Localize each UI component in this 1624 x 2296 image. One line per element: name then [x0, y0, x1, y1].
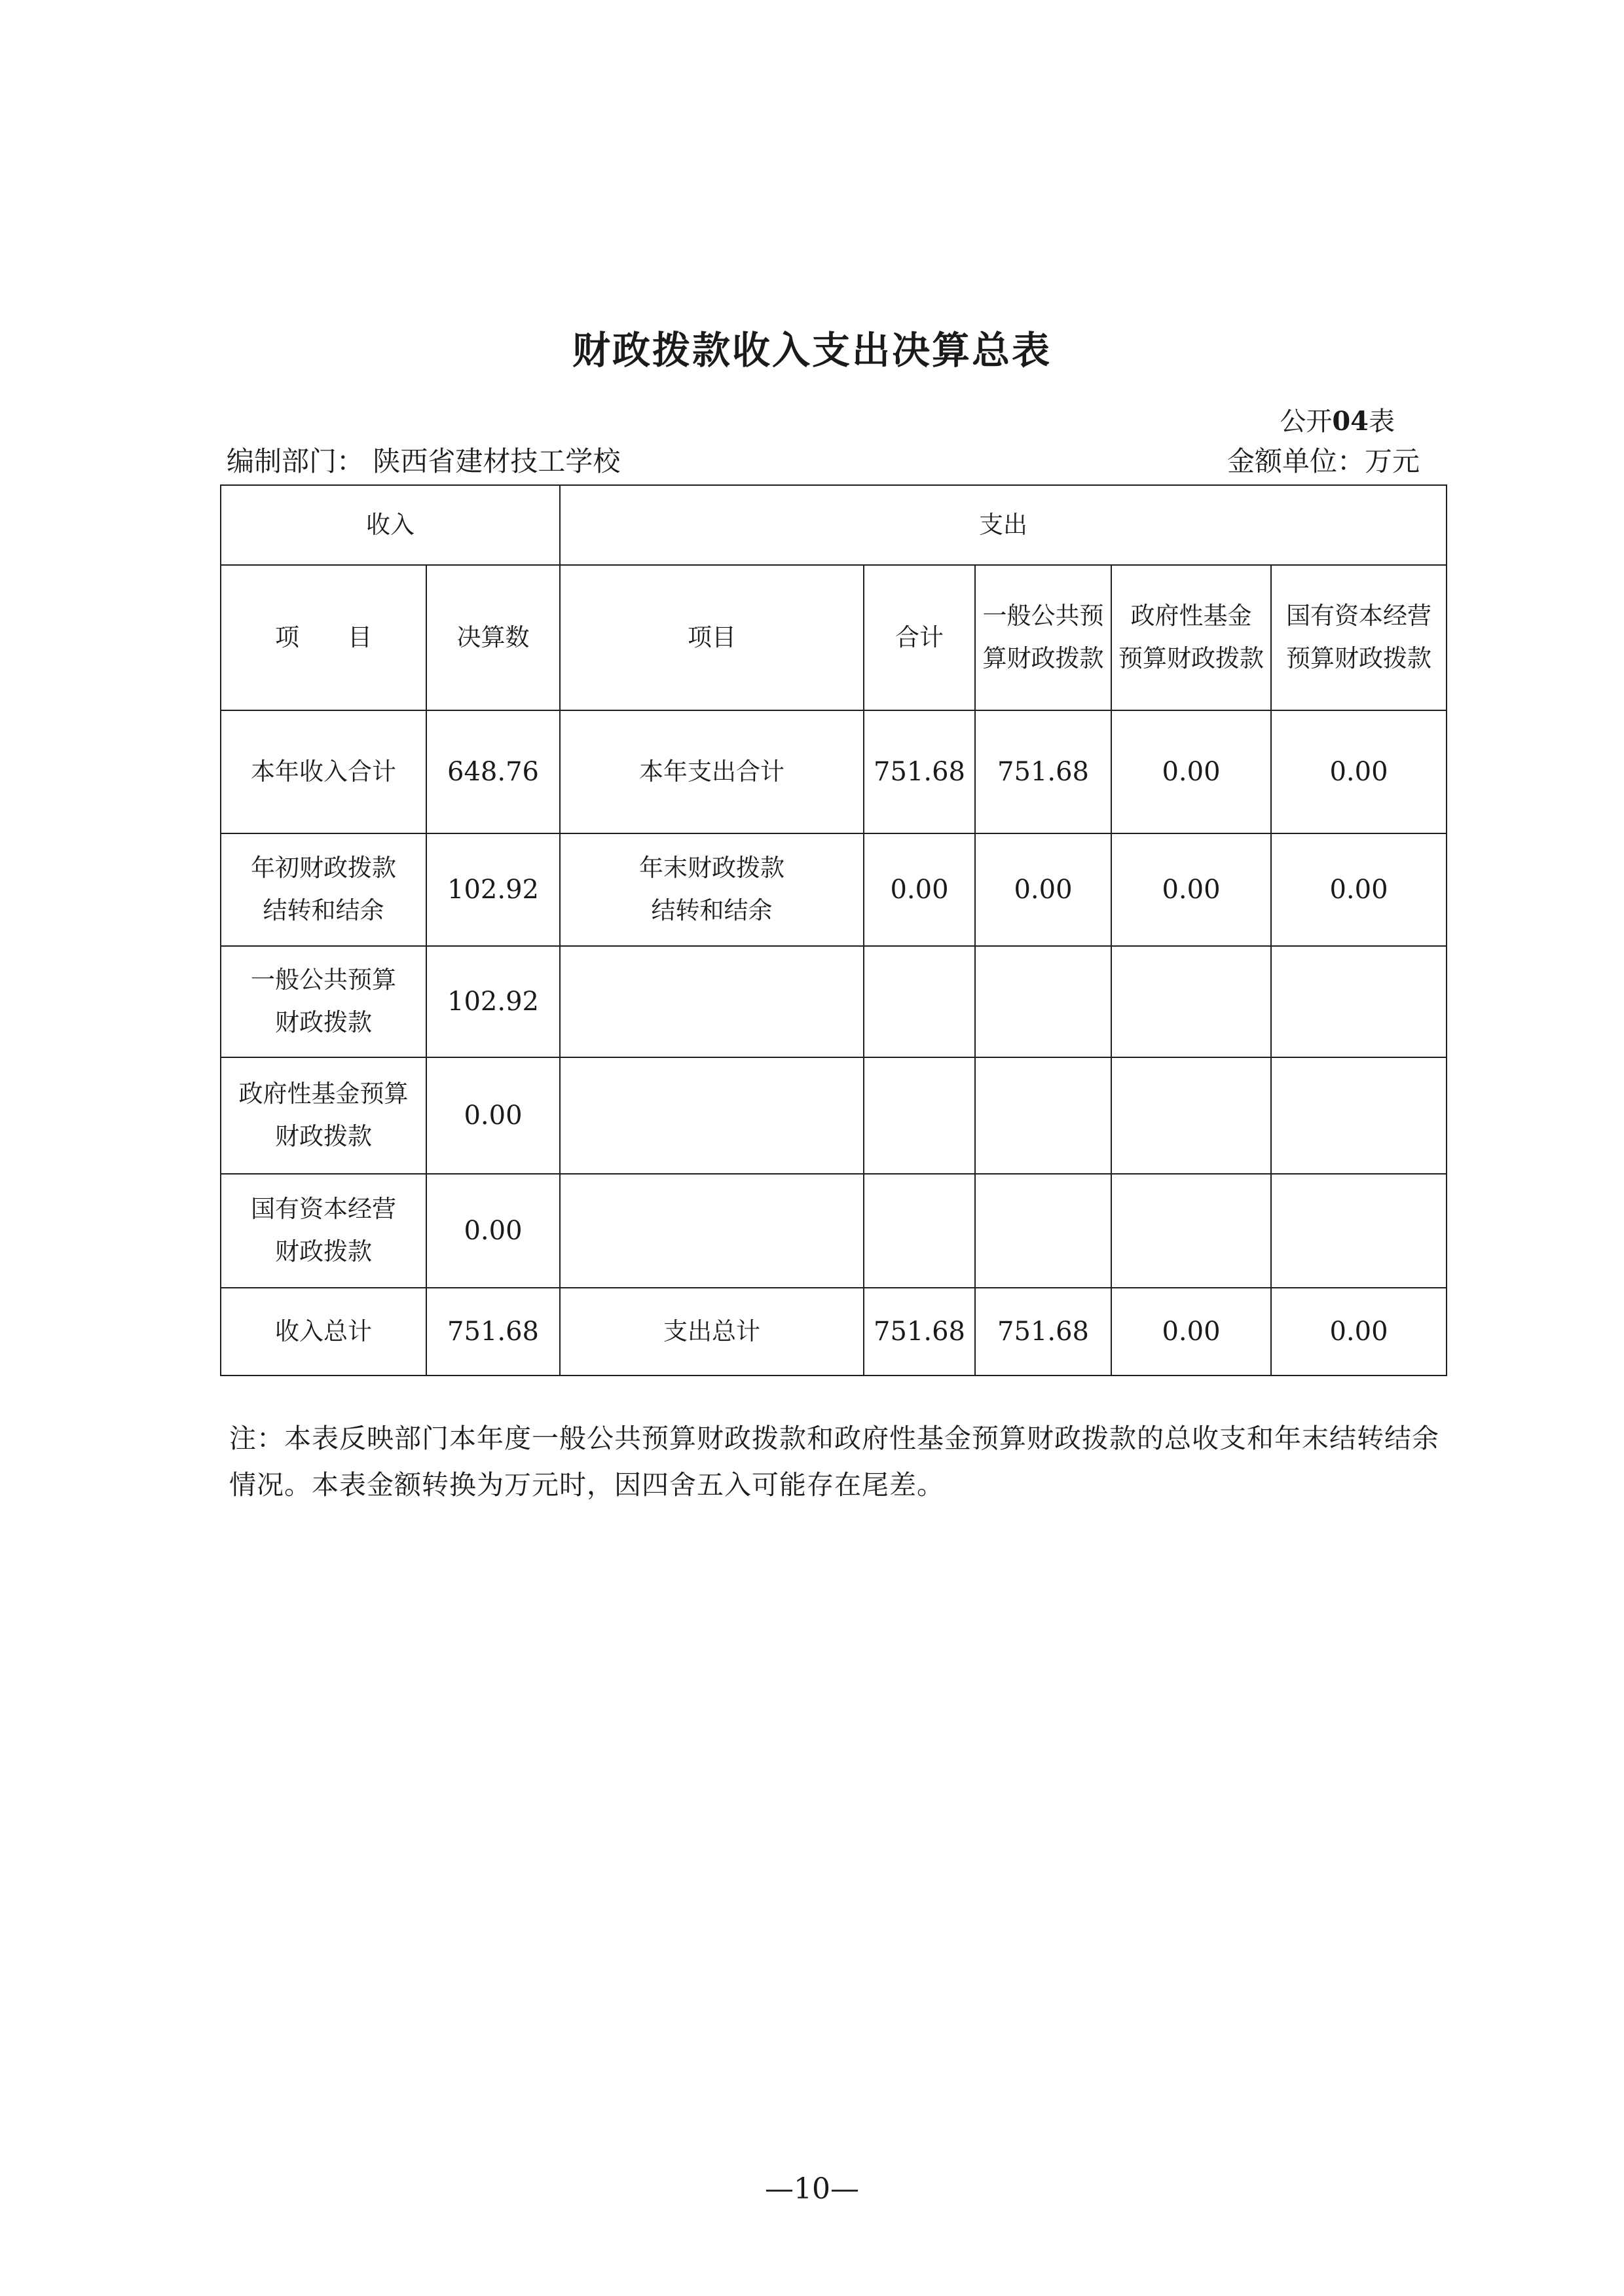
- income-item-cell-line: 结转和结余: [263, 896, 384, 924]
- total-cell: [864, 946, 975, 1057]
- table-code-suffix: 表: [1369, 407, 1395, 437]
- table-row: [221, 1174, 1447, 1288]
- expense-item-cell: [560, 1288, 864, 1376]
- budget-table: [220, 484, 1447, 1376]
- header-row-groups: [221, 485, 1447, 565]
- income-value-cell: 0.00: [426, 1057, 560, 1174]
- government-fund-header: [1111, 565, 1271, 710]
- income-value-cell: 648.76: [426, 710, 560, 833]
- expense-header: 支出: [560, 485, 1447, 565]
- income-item-cell-line: 本年收入合计: [251, 757, 396, 786]
- general-public-cell: 0.00: [975, 833, 1111, 946]
- state-capital-cell: [1271, 1174, 1447, 1288]
- total-cell: [864, 1057, 975, 1174]
- income-value-cell: 751.68: [426, 1288, 560, 1376]
- page-title: 财政拨款收入支出决算总表: [572, 328, 1052, 373]
- table-code-prefix: 公开: [1280, 407, 1333, 437]
- income-item-cell: [221, 710, 426, 833]
- table-code-number: 04: [1332, 406, 1369, 437]
- expense-item-cell: [560, 1174, 864, 1288]
- expense-item-cell: [560, 710, 864, 833]
- expense-item-cell-line: 支出总计: [663, 1317, 760, 1345]
- header-row-columns: [221, 565, 1447, 710]
- state-capital-header-line-2: 预算财政拨款: [1286, 644, 1431, 672]
- expense-item-cell-line: 结转和结余: [651, 896, 773, 924]
- income-item-cell-line: 年初财政拨款: [251, 854, 396, 883]
- income-item-cell-line: 收入总计: [275, 1317, 372, 1345]
- total-cell: 751.68: [864, 1288, 975, 1376]
- state-capital-header-line-1: 国有资本经营: [1286, 602, 1431, 630]
- income-item-cell: [221, 946, 426, 1057]
- table-note: 注：本表反映部门本年度一般公共预算财政拨款和政府性基金预算财政拨款的总收支和年末结转结余情况。本表金额转换为万元时，因四舍五入可能存在尾差。: [229, 1423, 1439, 1501]
- government-fund-cell: 0.00: [1111, 833, 1271, 946]
- income-item-cell: [221, 1057, 426, 1174]
- expense-item-cell: [560, 946, 864, 1057]
- income-header: 收入: [221, 485, 560, 565]
- department-name: 陕西省建材技工学校: [373, 445, 621, 477]
- total-header: 合计: [864, 565, 975, 710]
- state-capital-cell: 0.00: [1271, 833, 1447, 946]
- government-fund-cell: 0.00: [1111, 710, 1271, 833]
- general-public-header-line-2: 算财政拨款: [982, 644, 1104, 672]
- income-item-cell-line: 财政拨款: [275, 1008, 372, 1036]
- table-row: [221, 710, 1447, 833]
- state-capital-cell: [1271, 1057, 1447, 1174]
- page-number: —10—: [765, 2172, 859, 2206]
- table-code: [1280, 401, 1395, 438]
- general-public-cell: 751.68: [975, 710, 1111, 833]
- expense-item-cell: [560, 1057, 864, 1174]
- government-fund-cell: 0.00: [1111, 1288, 1271, 1376]
- general-public-cell: 751.68: [975, 1288, 1111, 1376]
- total-cell: 0.00: [864, 833, 975, 946]
- unit-label: 金额单位：: [1227, 445, 1365, 477]
- state-capital-cell: 0.00: [1271, 1288, 1447, 1376]
- income-value-cell: 102.92: [426, 946, 560, 1057]
- department-label: 编制部门：: [227, 445, 365, 477]
- state-capital-header: [1271, 565, 1447, 710]
- expense-item-cell-line: 年末财政拨款: [639, 854, 784, 883]
- government-fund-cell: [1111, 946, 1271, 1057]
- department-line: [227, 440, 620, 479]
- income-item-cell-line: 一般公共预算: [251, 966, 396, 994]
- general-public-cell: [975, 1057, 1111, 1174]
- unit-line: [1227, 440, 1420, 479]
- expense-item-cell: [560, 833, 864, 946]
- income-item-cell-line: 国有资本经营: [251, 1195, 396, 1224]
- income-item-cell: [221, 1174, 426, 1288]
- income-item-cell-line: 财政拨款: [275, 1237, 372, 1266]
- expense-item-header: 项目: [560, 565, 864, 710]
- income-item-cell: [221, 833, 426, 946]
- table-row: [221, 1057, 1447, 1174]
- government-fund-cell: [1111, 1057, 1271, 1174]
- item-header: 项 目: [221, 565, 426, 710]
- general-public-cell: [975, 1174, 1111, 1288]
- general-public-cell: [975, 946, 1111, 1057]
- government-fund-header-line-2: 预算财政拨款: [1118, 644, 1264, 672]
- income-item-cell-line: 财政拨款: [275, 1122, 372, 1150]
- unit-value: 万元: [1364, 445, 1420, 477]
- government-fund-cell: [1111, 1174, 1271, 1288]
- total-cell: [864, 1174, 975, 1288]
- expense-item-cell-line: 本年支出合计: [639, 757, 784, 786]
- income-value-cell: 102.92: [426, 833, 560, 946]
- table-row: [221, 1288, 1447, 1376]
- income-value-cell: 0.00: [426, 1174, 560, 1288]
- total-cell: 751.68: [864, 710, 975, 833]
- general-public-header-line-1: 一般公共预: [982, 602, 1104, 630]
- final-amount-header: 决算数: [426, 565, 560, 710]
- income-item-cell-line: 政府性基金预算: [238, 1080, 409, 1108]
- table-row: [221, 946, 1447, 1057]
- state-capital-cell: [1271, 946, 1447, 1057]
- general-public-header: [975, 565, 1111, 710]
- table-row: [221, 833, 1447, 946]
- government-fund-header-line-1: 政府性基金: [1130, 602, 1252, 630]
- state-capital-cell: 0.00: [1271, 710, 1447, 833]
- income-item-cell: [221, 1288, 426, 1376]
